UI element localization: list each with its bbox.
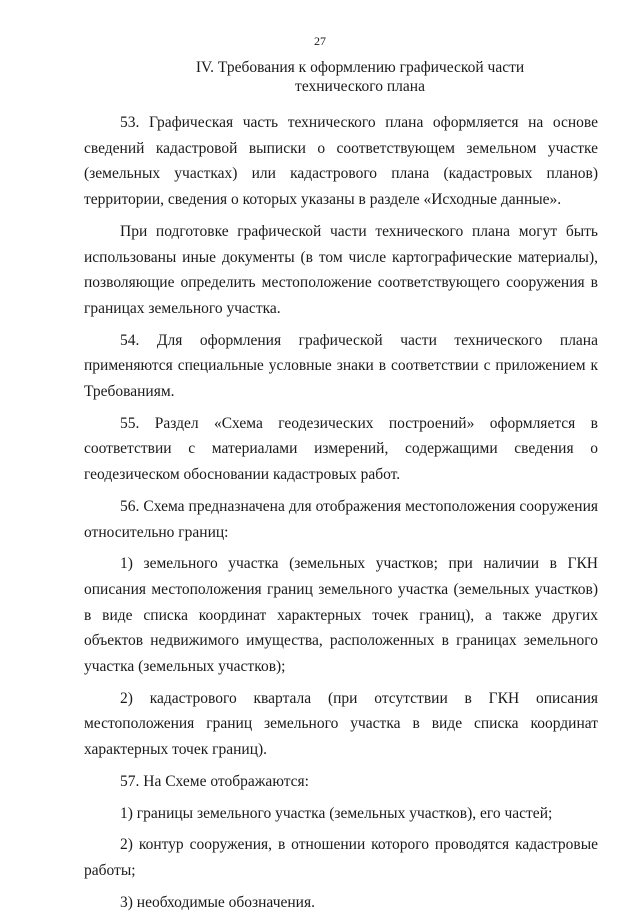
section-heading-line-1: IV. Требования к оформлению графической части (195, 59, 525, 76)
section-heading-line-2: технического плана (295, 78, 425, 95)
paragraph-57-item-3: 3) необходимые обозначения. (120, 893, 315, 911)
paragraph-54: 54. Для оформления графической части технического плана применяются специальные условные знаки в соответствии с приложением к Требованиям. (84, 331, 598, 401)
paragraph-56: 56. Схема предназначена для отображения местоположения сооружения относительно границ: (84, 497, 598, 541)
paragraph-57-item-2: 2) контур сооружения, в отношении которого проводятся кадастровые работы; (84, 836, 598, 879)
document-body (84, 110, 598, 915)
paragraph-55: 55. Раздел «Схема геодезических построений» оформляется в соответствии с материалами измерений, содержащими сведения о геодезическом обосновании кадастровых работ. (84, 414, 598, 484)
page-number: 27 (314, 34, 326, 48)
paragraph-57: 57. На Схеме отображаются: (120, 772, 309, 790)
paragraph-57-item-1: 1) границы земельного участка (земельных участков), его частей; (120, 804, 553, 822)
paragraph-53: 53. Графическая часть технического плана оформляется на основе сведений кадастровой выписки о соответствующем земельном участке (земельных участках) или кадастрового плана (кадастровых планов) территории, сведения о которых указаны в разделе «Исходные данные». (84, 114, 598, 209)
paragraph-56-item-1: 1) земельного участка (земельных участков; при наличии в ГКН описания местоположения границ земельного участка (земельных участков) в виде списка координат характерных точек границ), а также других объектов недвижимого имущества, расположенных в границах земельного участка (земельных участков); (84, 555, 598, 676)
paragraph-53-continued: При подготовке графической части технического плана могут быть использованы иные документы (в том числе картографические материалы), позволяющие определить местоположение соответствующего сооружения в границах земельного участка. (84, 222, 598, 317)
paragraph-56-item-2: 2) кадастрового квартала (при отсутствии в ГКН описания местоположения границ земельного участка в виде списка координат характерных точек границ). (84, 689, 598, 759)
section-heading (140, 58, 580, 96)
